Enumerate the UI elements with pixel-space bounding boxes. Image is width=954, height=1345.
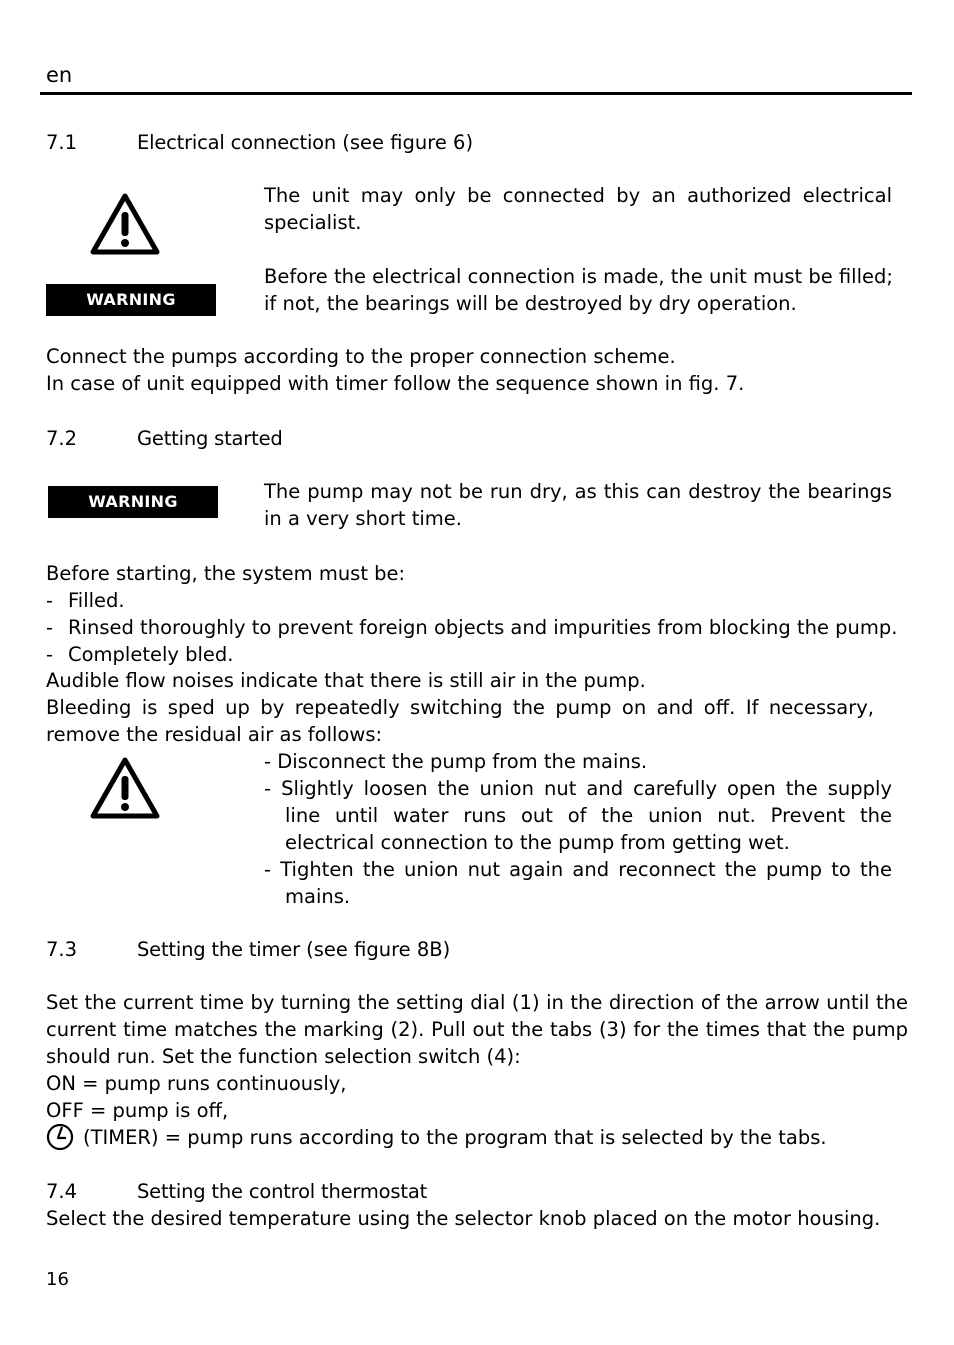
- fill-before-connection-line-1: Before the electrical connection is made, the unit must be filled;: [264, 265, 893, 288]
- section-7-1-heading: [46, 129, 906, 156]
- figure-reference: (see figure 8B): [306, 938, 451, 961]
- connection-scheme-text: Connect the pumps according to the proper connection scheme.: [46, 345, 676, 368]
- dry-run-warning-text: The pump may not be run dry, as this can destroy the bearings in a very short time.: [264, 480, 892, 530]
- language-code: en: [46, 63, 73, 87]
- section-title: Electrical connection: [137, 131, 337, 154]
- fill-before-connection-line-2: if not, the bearings will be destroyed by dry operation.: [264, 292, 797, 315]
- bleeding-instructions: Bleeding is sped up by repeatedly switching the pump on and off. If necessary, remove the residual air as follows:: [46, 696, 874, 746]
- bleed-step-2: - Slightly loosen the union nut and carefully open the supply line until water runs out of the union nut. Prevent the electrical connection to the pump from getting wet.: [264, 777, 892, 854]
- section-number: 7.4: [46, 1180, 78, 1203]
- section-title: Setting the control thermostat: [137, 1180, 428, 1203]
- section-7-4-heading: [46, 1178, 906, 1205]
- timer-clock-icon: [46, 1123, 74, 1151]
- warning-triangle-icon: [90, 756, 160, 820]
- switch-on-description: ON = pump runs continuously,: [46, 1072, 347, 1095]
- authorized-specialist-note: The unit may only be connected by an authorized electrical specialist.: [264, 184, 892, 234]
- section-title: Getting started: [137, 427, 283, 450]
- list-item: - Rinsed thoroughly to prevent foreign objects and impurities from blocking the pump.: [46, 616, 898, 639]
- section-7-2-heading: [46, 425, 906, 452]
- startup-checklist: [46, 587, 906, 668]
- warning-badge: WARNING: [46, 284, 216, 316]
- timer-sequence-text: In case of unit equipped with timer follow the sequence shown in fig. 7.: [46, 372, 745, 395]
- switch-timer-description: (TIMER) = pump runs according to the program that is selected by the tabs.: [83, 1126, 827, 1149]
- header-rule: [40, 92, 912, 95]
- page-number: 16: [46, 1269, 69, 1290]
- switch-off-description: OFF = pump is off,: [46, 1099, 229, 1122]
- section-number: 7.3: [46, 938, 78, 961]
- figure-reference: (see figure 6): [342, 131, 474, 154]
- warning-triangle-icon: [90, 192, 160, 256]
- timer-setting-instructions: Set the current time by turning the setting dial (1) in the direction of the arrow until the current time matches the marking (2). Pull out the tabs (3) for the times that the pump should run. Set the function selection switch (4):: [46, 991, 908, 1068]
- thermostat-instructions: Select the desired temperature using the selector knob placed on the motor housing.: [46, 1207, 881, 1230]
- section-7-3-heading: [46, 936, 906, 963]
- list-item: - Filled.: [46, 589, 125, 612]
- list-item: - Completely bled.: [46, 643, 234, 666]
- flow-noise-text: Audible flow noises indicate that there is still air in the pump.: [46, 669, 646, 692]
- section-title: Setting the timer: [137, 938, 300, 961]
- before-starting-intro: Before starting, the system must be:: [46, 562, 406, 585]
- section-number: 7.1: [46, 131, 78, 154]
- section-number: 7.2: [46, 427, 78, 450]
- bleed-step-3: - Tighten the union nut again and reconnect the pump to the mains.: [264, 858, 892, 908]
- bleed-step-1: - Disconnect the pump from the mains.: [264, 750, 648, 773]
- warning-badge: WARNING: [48, 486, 218, 518]
